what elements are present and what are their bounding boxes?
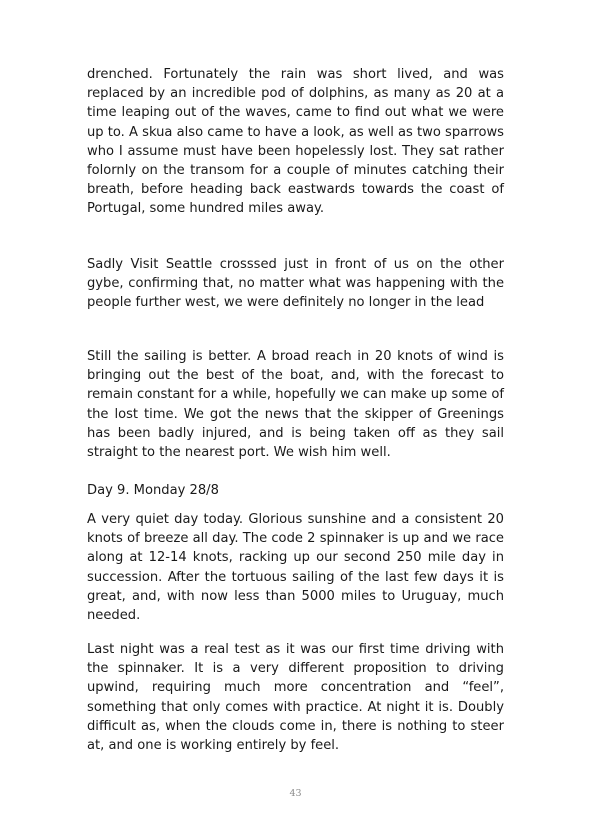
paragraph-sailing-better: Still the sailing is better. A broad reach in 20 knots of wind is bringing out the best of the boat, and, with the forecast to remain constant for a while, hopefully we can make up some of the lost time. We got the news that the skipper of Greenings has been badly injured, and is being taken off as they sail straight to the nearest port. We wish him well. [87,349,504,461]
paragraph-last-night: Last night was a real test as it was our first time driving with the spinnaker. It is a very different proposition to driving upwind, requiring much more concentration and “feel”, something that only comes with practice. At night it is. Doubly difficult as, when the clouds come in, there is nothing to steer at, and one is working entirely by feel. [87,642,504,754]
paragraph-dolphins: drenched. Fortunately the rain was short lived, and was replaced by an incredible pod of dolphins, as many as 20 at a time leaping out of the waves, came to find out what we were up to. A skua also came to have a look, as well as two sparrows who I assume must have been hopelessly lost. They sat rather folornly on the transom for a couple of minutes catching their breath, before heading back eastwards towards the coast of Portugal, some hundred miles away. [87,67,504,217]
day-heading: Day 9. Monday 28/8 [87,483,219,498]
page-number: 43 [289,788,302,799]
paragraph-visit-seattle: Sadly Visit Seattle crosssed just in front of us on the other gybe, confirming that, no matter what was happening with the people further west, we were definitely no longer in the lead [87,257,504,311]
paragraph-quiet-day: A very quiet day today. Glorious sunshine and a consistent 20 knots of breeze all day. The code 2 spinnaker is up and we race along at 12-14 knots, racking up our second 250 mile day in succession. After the tortuous sailing of the last few days it is great, and, with now less than 5000 miles to Uruguay, much needed. [87,512,504,624]
